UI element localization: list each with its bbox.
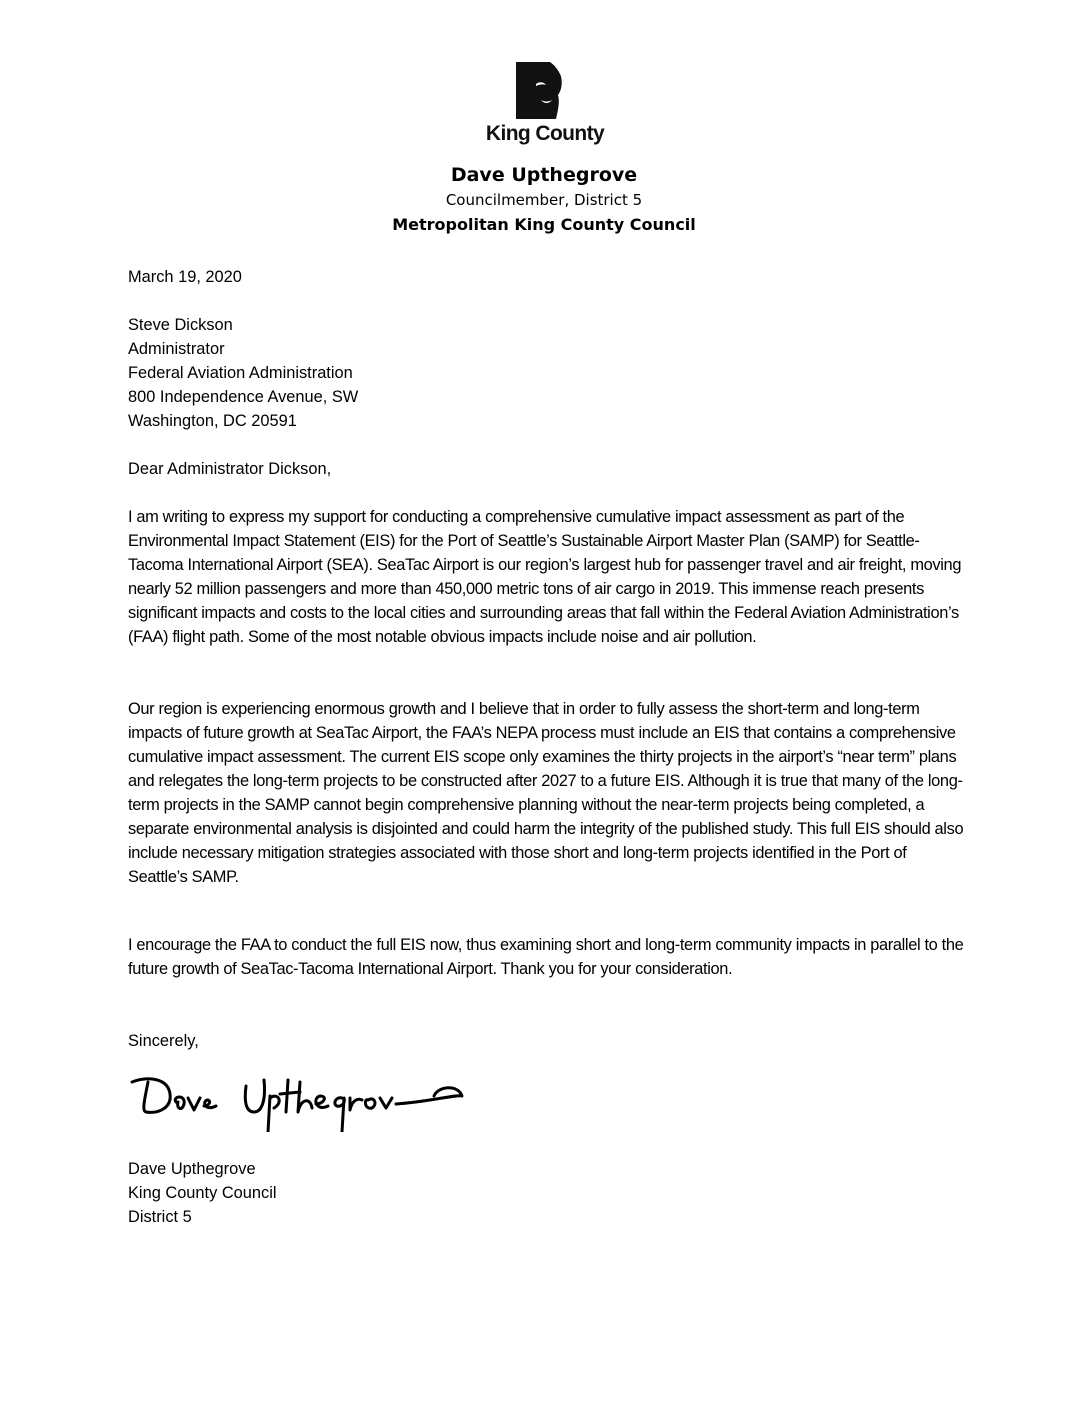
recipient-title: Administrator [128, 340, 225, 358]
signer-name: Dave Upthegrove [128, 1160, 256, 1178]
paragraph-3: I encourage the FAA to conduct the full EIS now, thus examining short and long-term community impacts in parallel to the future growth of SeaTac-Tacoma International Airport. Thank you for your consideration. [128, 936, 964, 978]
signer-block [128, 1157, 968, 1229]
closing: Sincerely, [128, 1032, 199, 1050]
recipient-street: 800 Independence Avenue, SW [128, 388, 359, 406]
handwritten-signature-icon [128, 1072, 468, 1132]
recipient-name: Steve Dickson [128, 316, 233, 334]
king-county-logo-icon [516, 62, 574, 119]
recipient-organization: Federal Aviation Administration [128, 364, 353, 382]
recipient-city: Washington, DC 20591 [128, 412, 297, 430]
letterhead-name: Dave Upthegrove [450, 164, 638, 186]
logo-text: King County [485, 122, 605, 145]
letter-date: March 19, 2020 [128, 268, 242, 286]
paragraph-2: Our region is experiencing enormous growth and I believe that in order to fully assess the short-term and long-term impacts of future growth at SeaTac Airport, the FAA’s NEPA process must include an EIS that contains a comprehensive cumulative impact assessment. The current EIS scope only examines the thirty projects in the airport’s “near term” plans and relegates the long-term projects to be constructed after 2027 to a future EIS. Although it is true that many of the long-term projects in the SAMP cannot begin comprehensive planning without the near-term projects being completed, a separate environmental analysis is disjointed and could harm the integrity of the published study. This full EIS should also include necessary mitigation strategies associated with those short and long-term projects identified in the Port of Seattle’s SAMP. [128, 700, 964, 886]
signer-district: District 5 [128, 1208, 192, 1226]
letterhead-title: Councilmember, District 5 [445, 191, 643, 209]
letterhead-organization: Metropolitan King County Council [392, 215, 696, 234]
salutation: Dear Administrator Dickson, [128, 460, 332, 478]
paragraph-1: I am writing to express my support for conducting a comprehensive cumulative impact assessment as part of the Environmental Impact Statement (EIS) for the Port of Seattle’s Sustainable Airport Master Plan (SAMP) for Seattle-Tacoma International Airport (SEA). SeaTac Airport is our region’s largest hub for passenger travel and air freight, moving nearly 52 million passengers and more than 450,000 metric tons of air cargo in 2019. This immense reach presents significant impacts and costs to the local cities and surrounding areas that fall within the Federal Aviation Administration’s (FAA) flight path. Some of the most notable obvious impacts include noise and air pollution. [128, 508, 962, 646]
recipient-address [128, 313, 968, 433]
letterhead [0, 162, 1088, 237]
signer-organization: King County Council [128, 1184, 277, 1202]
